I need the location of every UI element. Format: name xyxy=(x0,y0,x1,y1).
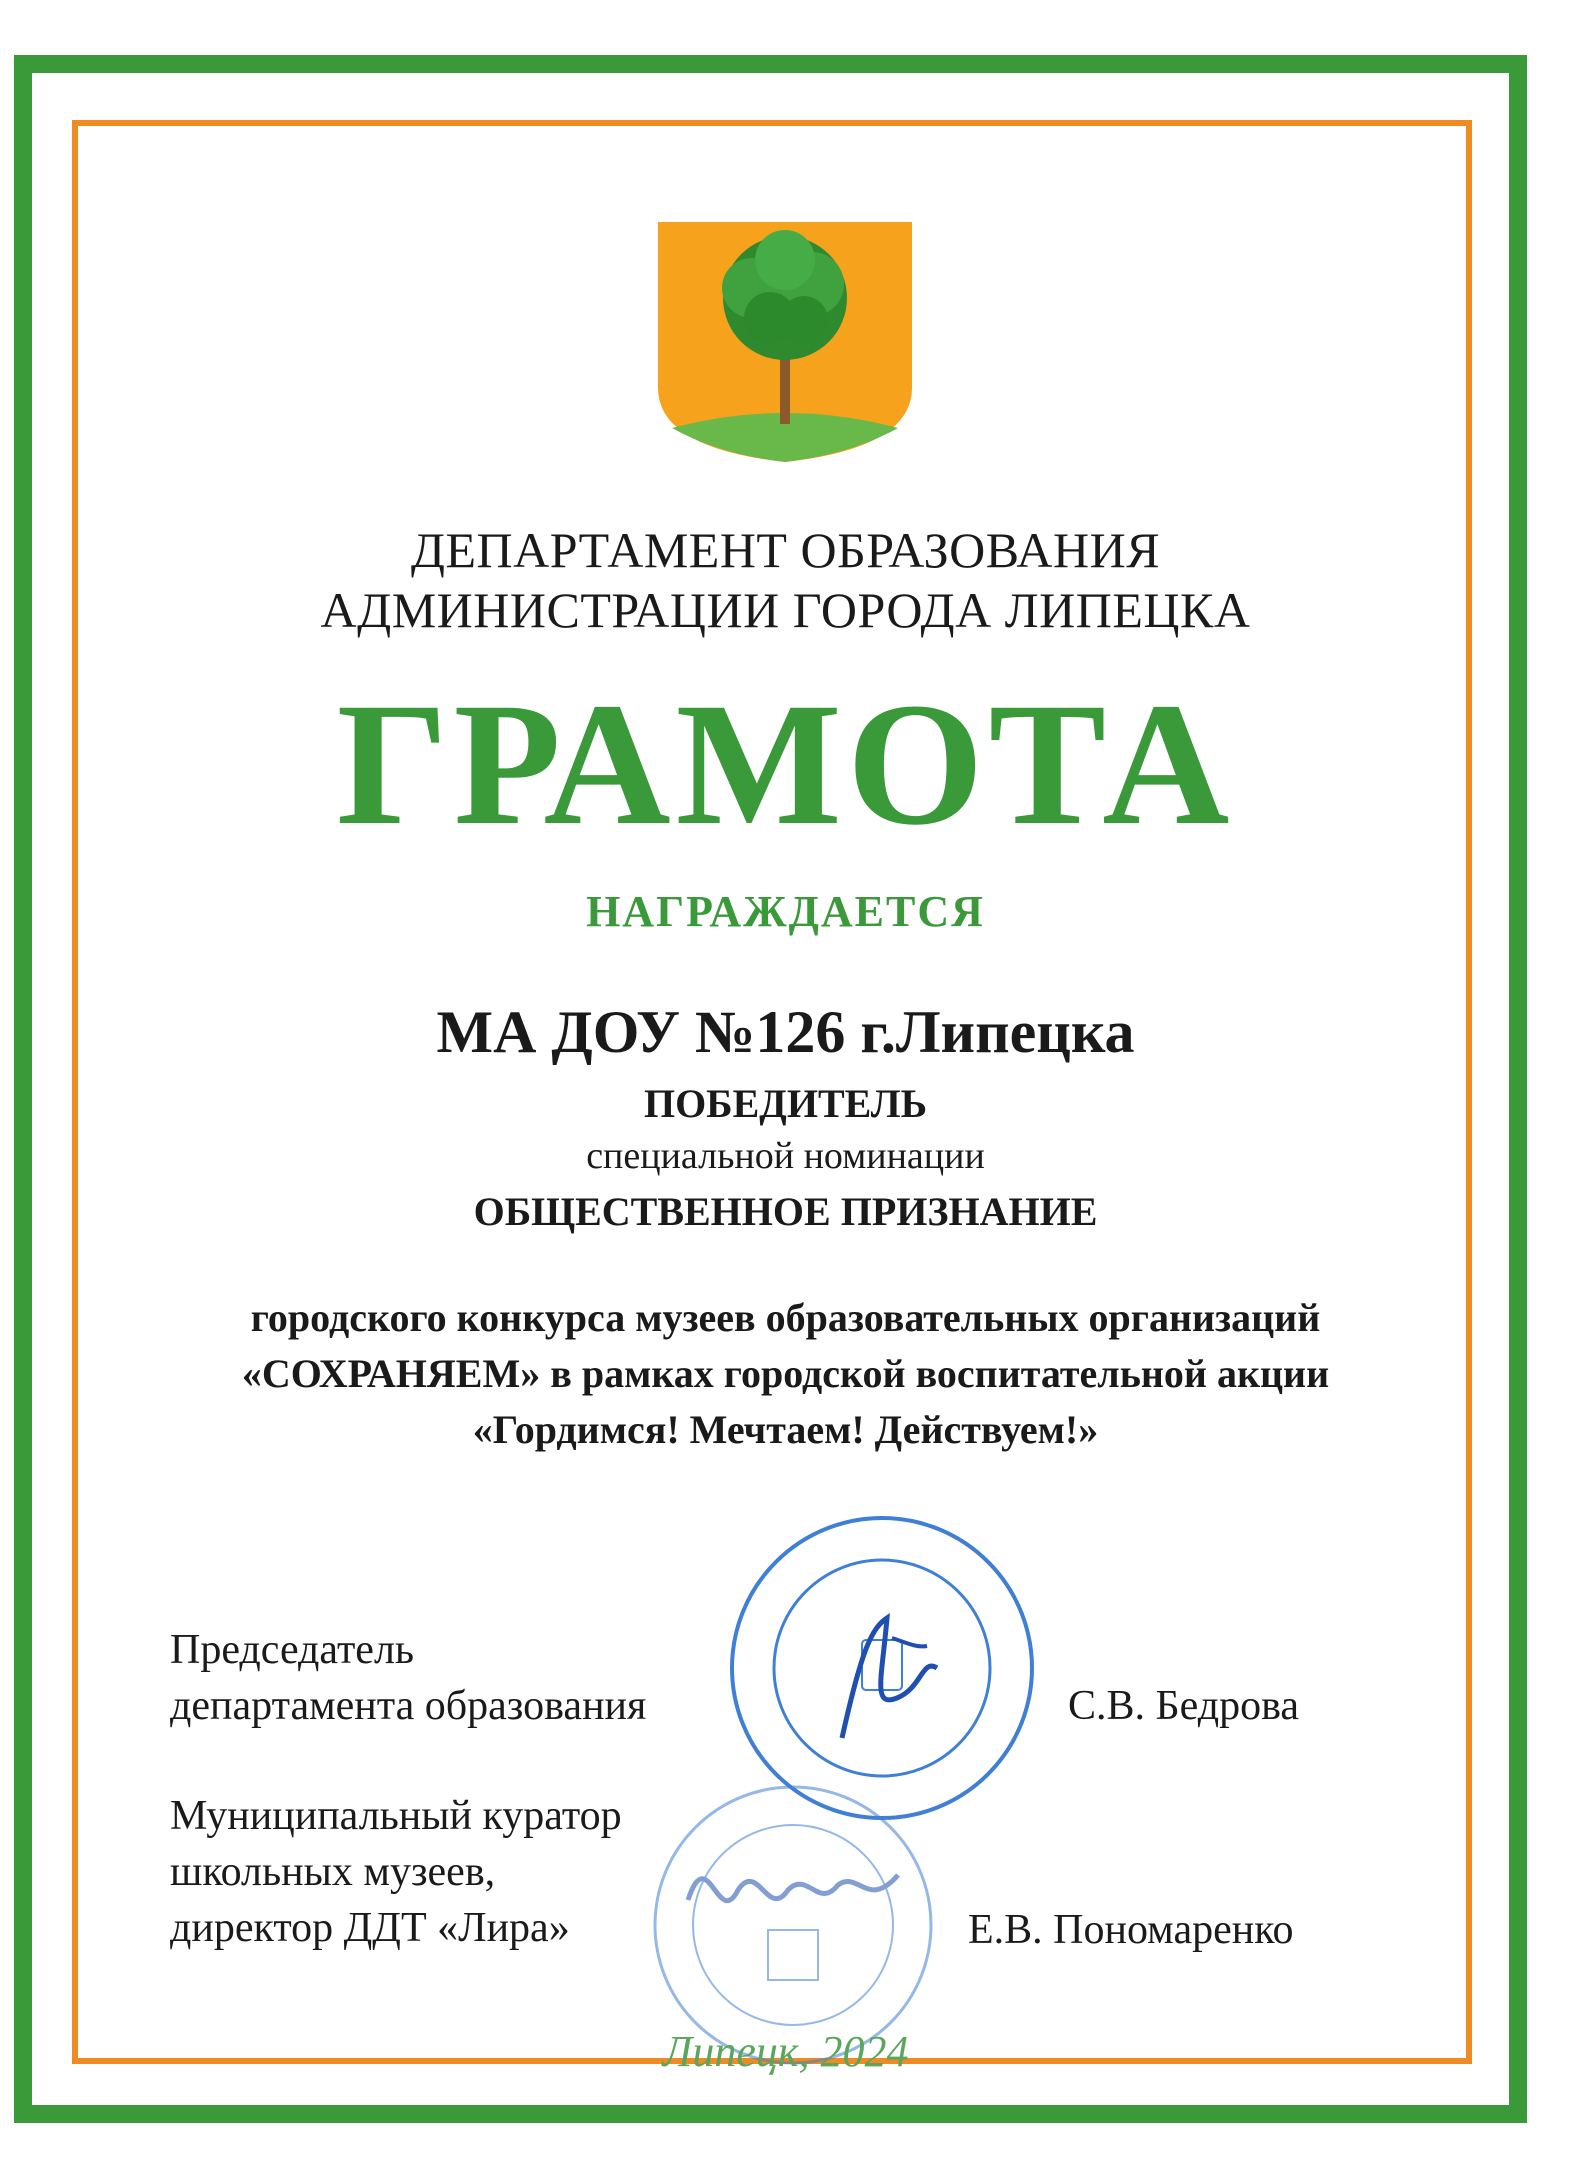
signatory-1-name: С.В. Бедрова xyxy=(1068,1683,1300,1729)
recipient-name: МА ДОУ №126 г.Липецка xyxy=(436,999,1135,1065)
nomination-label: специальной номинации xyxy=(586,1135,985,1177)
signatory-2-name: Е.В. Пономаренко xyxy=(968,1907,1294,1953)
signatory-1-position xyxy=(170,1622,646,1734)
city-and-year: Липецк, 2024 xyxy=(662,2027,909,2076)
contest-line-3: «Гордимся! Мечтаем! Действуем!» xyxy=(472,1407,1099,1452)
department-line-2: АДМИНИСТРАЦИИ ГОРОДА ЛИПЕЦКА xyxy=(320,582,1251,638)
certificate-title: ГРАМОТА xyxy=(336,667,1235,862)
winner-label: ПОБЕДИТЕЛЬ xyxy=(643,1081,928,1126)
signatory-2-position-line-2: школьных музеев, xyxy=(170,1849,496,1895)
coat-of-arms-emblem xyxy=(652,218,918,466)
contest-line-1: городского конкурса музеев образовательных организаций xyxy=(250,1295,1321,1340)
signatory-1-position-line-1: Председатель xyxy=(170,1627,415,1673)
department-header xyxy=(200,520,1371,640)
contest-line-2: «СОХРАНЯЕМ» в рамках городской воспитательной акции xyxy=(241,1351,1330,1396)
nomination-title: ОБЩЕСТВЕННОЕ ПРИЗНАНИЕ xyxy=(473,1189,1098,1234)
signatory-1-position-line-2: департамента образования xyxy=(170,1683,647,1729)
signatory-2-position xyxy=(170,1788,622,1956)
contest-description xyxy=(200,1290,1371,1458)
signatory-2-position-line-3: директор ДДТ «Лира» xyxy=(170,1905,570,1951)
awarded-label: НАГРАЖДАЕТСЯ xyxy=(586,887,985,936)
department-line-1: ДЕПАРТАМЕНТ ОБРАЗОВАНИЯ xyxy=(410,522,1161,578)
signatory-2-position-line-1: Муниципальный куратор xyxy=(170,1793,622,1839)
